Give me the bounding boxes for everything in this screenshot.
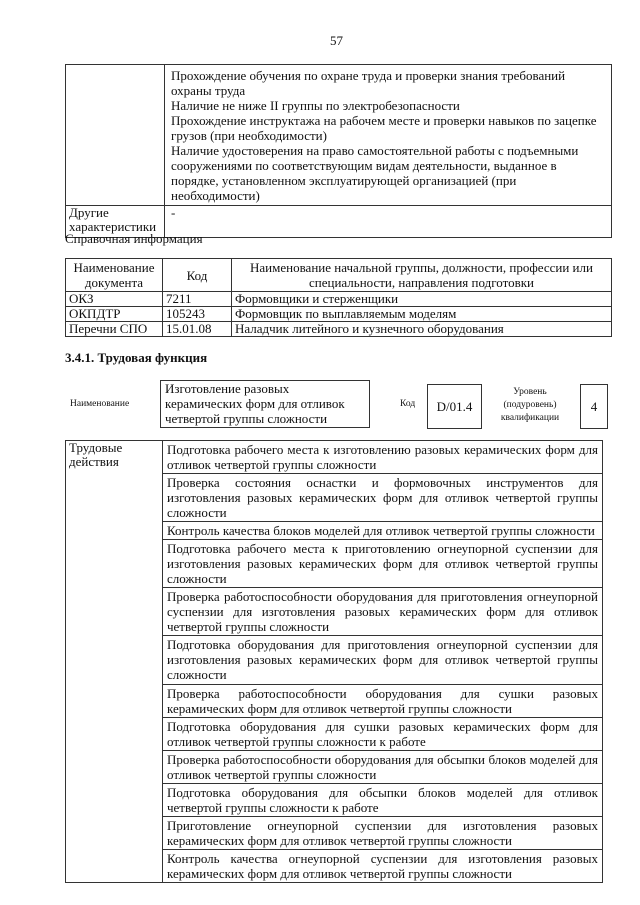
action-item: Подготовка оборудования для обсыпки блоков моделей для отливок четвертой группы сложности к работе (163, 784, 603, 817)
cell-name: Формовщик по выплавляемым моделям (232, 307, 612, 322)
cell-code: 105243 (163, 307, 232, 322)
table-row (66, 307, 612, 322)
action-item: Подготовка оборудования для приготовления огнеупорной суспензии для изготовления разовых керамических форм для отливок четвертой группы сложности (163, 636, 603, 685)
requirement-item: Наличие не ниже II группы по электробезопасности (171, 98, 460, 113)
function-name-value: Изготовление разовых керамических форм для отливок четвертой группы сложности (160, 380, 370, 428)
function-code-value: D/01.4 (427, 384, 482, 429)
cell-name: Формовщики и стерженщики (232, 292, 612, 307)
action-item: Подготовка рабочего места к изготовлению разовых керамических форм для отливок четвертой группы сложности (163, 441, 603, 474)
actions-label: Трудовые действия (66, 441, 163, 883)
reference-title: Справочная информация (65, 231, 203, 246)
table-row (66, 292, 612, 307)
actions-table (65, 440, 603, 883)
reference-table (65, 258, 612, 337)
other-label: Другие характеристики (66, 206, 165, 238)
function-level-value: 4 (580, 384, 608, 429)
table-row (66, 322, 612, 337)
table-row (66, 65, 612, 206)
action-item: Проверка работоспособности оборудования для приготовления огнеупорной суспензии для изготовления разовых керамических форм для отливок четвертой группы сложности (163, 588, 603, 636)
header-document: Наименование документа (66, 259, 163, 292)
cell-code: 7211 (163, 292, 232, 307)
requirements-cell (165, 65, 612, 206)
action-item: Проверка состояния оснастки и формовочных инструментов для изготовления разовых керамических форм для отливок четвертой группы сложности (163, 474, 603, 522)
action-item: Контроль качества блоков моделей для отливок четвертой группы сложности (163, 522, 603, 540)
cell-name: Наладчик литейного и кузнечного оборудования (232, 322, 612, 337)
action-item: Подготовка рабочего места к приготовлению огнеупорной суспензии для изготовления разовых керамических форм для отливок четвертой группы сложности (163, 540, 603, 588)
cell-document: Перечни СПО (66, 322, 163, 337)
function-name-label: Наименование (70, 399, 130, 409)
requirement-item: Прохождение инструктажа на рабочем месте и проверки навыков по зацепке грузов (при необходимости) (171, 113, 597, 143)
header-code: Код (163, 259, 232, 292)
action-item: Приготовление огнеупорной суспензии для изготовления разовых керамических форм для отливок четвертой группы сложности (163, 817, 603, 850)
other-value: - (165, 206, 612, 238)
action-item: Подготовка оборудования для сушки разовых керамических форм для отливок четвертой группы сложности к работе (163, 718, 603, 751)
empty-cell (66, 65, 165, 206)
requirements-table (65, 64, 612, 238)
action-item: Контроль качества огнеупорной суспензии для изготовления разовых керамических форм для отливок четвертой группы сложности (163, 850, 603, 883)
cell-document: ОКПДТР (66, 307, 163, 322)
action-item: Проверка работоспособности оборудования для сушки разовых керамических форм для отливок четвертой группы сложности (163, 685, 603, 718)
function-level-label: Уровень (подуровень) квалификации (500, 387, 560, 423)
function-heading: 3.4.1. Трудовая функция (65, 350, 208, 365)
table-header-row (66, 259, 612, 292)
function-code-label: Код (400, 399, 416, 409)
header-name: Наименование начальной группы, должности, профессии или специальности, направления подготовки (232, 259, 612, 292)
cell-code: 15.01.08 (163, 322, 232, 337)
action-item: Проверка работоспособности оборудования для обсыпки блоков моделей для отливок четвертой группы сложности (163, 751, 603, 784)
table-row (66, 441, 603, 474)
page-number: 57 (330, 33, 343, 48)
requirement-item: Наличие удостоверения на право самостоятельной работы с подъемными сооружениями по соответствующим видам деятельности, выданное в порядке, установленном эксплуатирующей организацией (при необходимости) (171, 143, 579, 203)
requirement-item: Прохождение обучения по охране труда и проверки знания требований охраны труда (171, 68, 566, 98)
cell-document: ОКЗ (66, 292, 163, 307)
